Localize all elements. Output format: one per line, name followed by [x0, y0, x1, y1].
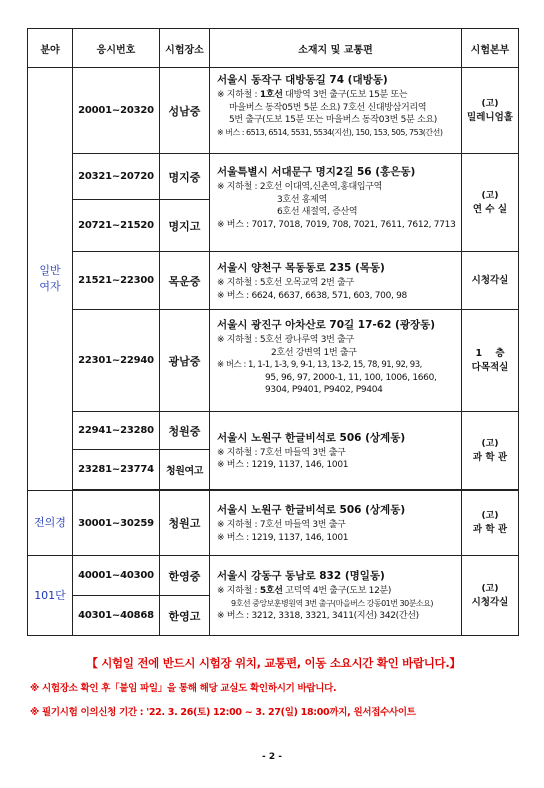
- table-header-row: [28, 29, 519, 68]
- hq-cell: (고) 밀레니엄홀: [462, 68, 519, 154]
- hq-cell: 시청각실: [462, 252, 519, 310]
- location-cell: [210, 491, 462, 556]
- bus-line: ※ 버스 : 7017, 7018, 7019, 708, 7021, 7611, 7612, 7713: [217, 219, 456, 230]
- exam-site-table: [27, 28, 519, 636]
- address: 서울시 동작구 대방동길 74 (대방동): [217, 74, 388, 86]
- hq-cell: (고) 시청각실: [462, 556, 519, 636]
- header-category: 분야: [28, 29, 73, 68]
- location-cell: [210, 556, 462, 636]
- bus-line: ※ 버스 : 1, 1-1, 1-3, 9, 9-1, 13, 13-2, 15, 78, 91, 92, 93,: [217, 360, 422, 370]
- page-number: - 2 -: [262, 752, 282, 762]
- exam-range: 22301~22940: [73, 310, 160, 412]
- table-row: [28, 412, 519, 450]
- table-row: [28, 252, 519, 310]
- site-name: 명지중: [160, 154, 210, 200]
- location-cell: [210, 412, 462, 490]
- exam-range: 22941~23280: [73, 412, 160, 450]
- subway-line: ※ 지하철 : 7호선 마들역 3번 출구: [217, 520, 346, 530]
- subway-line: 5번 출구(도보 15분 또는 마을버스 동작03번 5분 소요): [229, 115, 437, 125]
- header-exam-number: 응시번호: [73, 29, 160, 68]
- address: 서울시 강동구 동남로 832 (명일동): [217, 570, 385, 583]
- hq-cell: (고) 과 학 관: [462, 491, 519, 556]
- subway-line: ※ 지하철 : 5호선 고덕역 4번 출구(도보 12분): [217, 586, 392, 597]
- subway-line: 마을버스 동작05번 5분 소요) 7호선 신대방삼거리역: [229, 102, 427, 113]
- bus-line: ※ 버스 : 6624, 6637, 6638, 571, 603, 700, 98: [217, 290, 407, 301]
- exam-range: 20001~20320: [73, 68, 160, 154]
- exam-range: 30001~30259: [73, 491, 160, 556]
- exam-range: 21521~22300: [73, 252, 160, 310]
- address: 서울시 노원구 한글비석로 506 (상계동): [217, 431, 406, 444]
- hq-cell: 1 층 다목적실: [462, 310, 519, 412]
- table-row: [28, 310, 519, 412]
- address: 서울시 노원구 한글비석로 506 (상계동): [217, 504, 406, 516]
- site-name: 청원여고: [160, 450, 210, 490]
- bus-line: 9304, P9401, P9402, P9404: [265, 385, 383, 395]
- site-name: 광남중: [160, 310, 210, 412]
- location-cell: [210, 310, 462, 412]
- bus-line: ※ 버스 : 6513, 6514, 5531, 5534(지선), 150, 153, 505, 753(간선): [217, 127, 443, 137]
- header-site: 시험장소: [160, 29, 210, 68]
- subway-line: 9호선 중앙보훈병원역 3번 출구(마을버스 강동01번 30분소요): [231, 598, 434, 608]
- exam-range: 20721~21520: [73, 200, 160, 252]
- notice-check-location: 【 시험일 전에 반드시 시험장 위치, 교통편, 이동 소요시간 확인 바랍니다.】: [86, 656, 461, 670]
- header-location: 소재지 및 교통편: [210, 29, 462, 68]
- exam-range: 23281~23774: [73, 450, 160, 490]
- exam-range: 20321~20720: [73, 154, 160, 200]
- site-name: 한영중: [160, 556, 210, 596]
- table-row: [28, 68, 519, 154]
- subway-line: ※ 지하철 : 5호선 광나루역 3번 출구: [217, 335, 354, 345]
- location-cell: [210, 252, 462, 310]
- category-jeonuigyeong: 전의경: [28, 491, 73, 556]
- subway-line: 6호선 새절역, 증산역: [277, 207, 358, 217]
- bus-line: ※ 버스 : 1219, 1137, 146, 1001: [217, 460, 349, 470]
- location-cell: [210, 68, 462, 154]
- notice-block: [26, 655, 521, 718]
- address: 서울특별시 서대문구 명지2길 56 (홍은동): [217, 166, 416, 178]
- notice-objection-period: ※ 필기시험 이의신청 기간 : '22. 3. 26(토) 12:00 ~ 3. 27(일) 18:00까지, 원서접수사이트: [30, 707, 416, 718]
- site-name: 청원고: [160, 491, 210, 556]
- notice-check-classroom: ※ 시험장소 확인 후「붙임 파일」을 통해 해당 교실도 확인하시기 바랍니다.: [30, 683, 337, 694]
- bus-line: ※ 버스 : 1219, 1137, 146, 1001: [217, 532, 349, 543]
- site-name: 한영고: [160, 596, 210, 636]
- subway-line: 2호선 강변역 1번 출구: [271, 347, 357, 358]
- hq-cell: (고) 연 수 실: [462, 154, 519, 252]
- exam-range: 40001~40300: [73, 556, 160, 596]
- category-101: 101단: [28, 556, 73, 636]
- subway-line: ※ 지하철 : 1호선 대방역 3번 출구(도보 15분 또는: [217, 90, 408, 100]
- location-cell: [210, 154, 462, 252]
- site-name: 성남중: [160, 68, 210, 154]
- subway-line: ※ 지하철 : 2호선 이대역,신촌역,홍대입구역: [217, 182, 383, 192]
- exam-range: 40301~40868: [73, 596, 160, 636]
- bus-line: ※ 버스 : 3212, 3318, 3321, 3411(지선) 342(간선): [217, 611, 419, 622]
- header-hq: 시험본부: [462, 29, 519, 68]
- site-name: 청원중: [160, 412, 210, 450]
- subway-line: 3호선 홍제역: [277, 194, 327, 205]
- subway-line: ※ 지하철 : 7호선 마들역 3번 출구: [217, 447, 346, 458]
- address: 서울시 광진구 아차산로 70길 17-62 (광장동): [217, 319, 436, 331]
- bus-line: 95, 96, 97, 2000-1, 11, 100, 1006, 1660,: [265, 372, 437, 383]
- table-row: [28, 491, 519, 556]
- category-general-women: 일반 여자: [28, 68, 73, 491]
- hq-cell: (고) 과 학 관: [462, 412, 519, 490]
- subway-line: ※ 지하철 : 5호선 오목교역 2번 출구: [217, 278, 354, 288]
- table-row: [28, 154, 519, 200]
- table-row: [28, 556, 519, 596]
- address: 서울시 양천구 목동동로 235 (목동): [217, 262, 385, 274]
- site-name: 명지고: [160, 200, 210, 252]
- site-name: 목운중: [160, 252, 210, 310]
